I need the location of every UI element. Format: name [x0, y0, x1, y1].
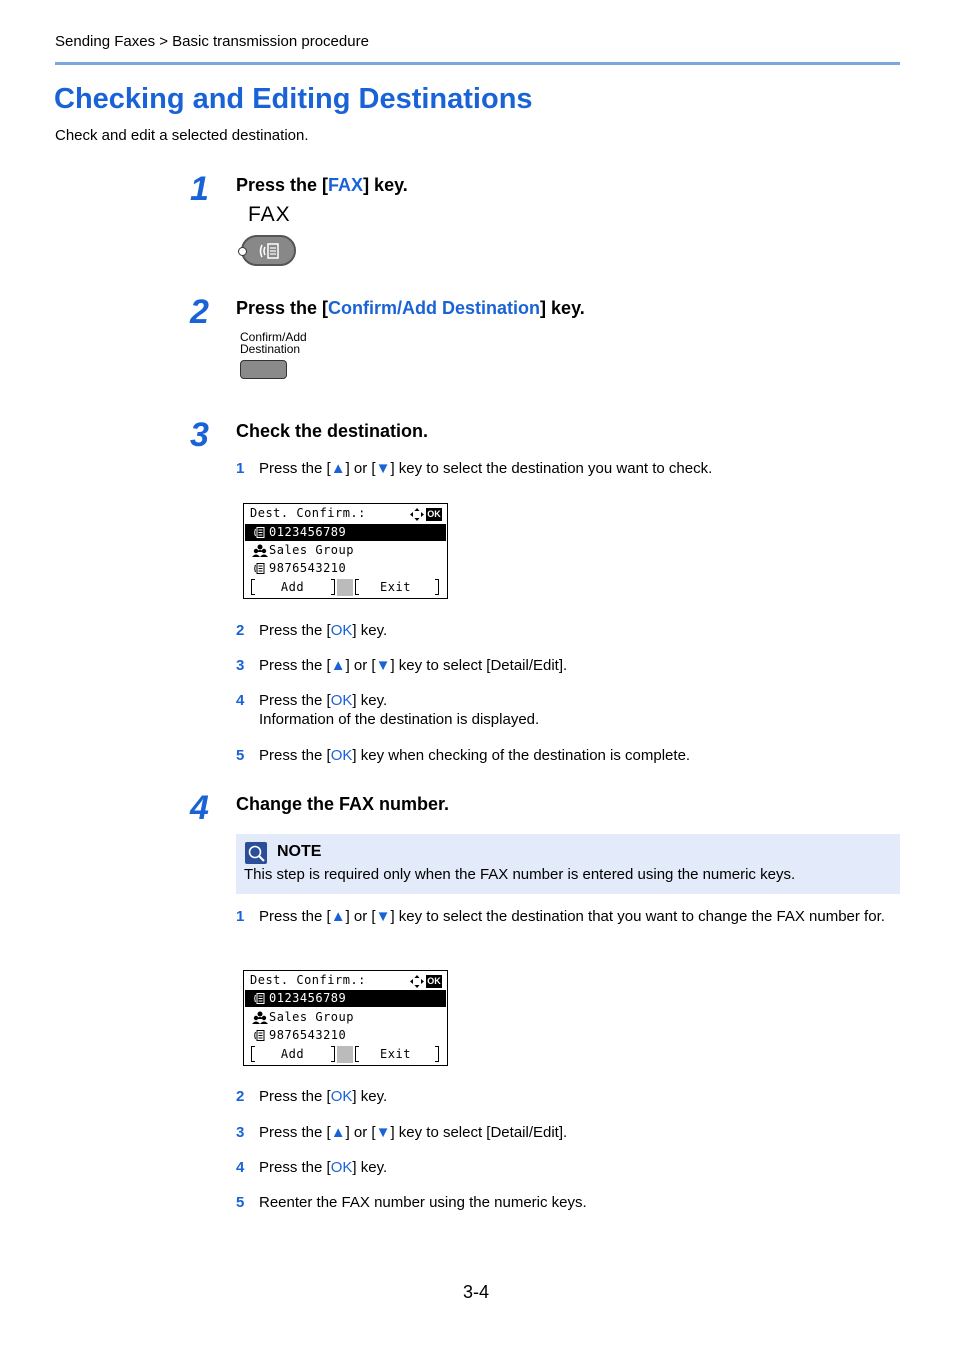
lcd-title-row: [245, 505, 446, 522]
confirm-add-key-label: [240, 331, 307, 355]
down-arrow-icon: ▼: [375, 460, 391, 477]
substep-number: 5: [236, 1194, 245, 1211]
down-arrow-icon: ▼: [375, 657, 391, 674]
lcd-row-text: Sales Group: [269, 543, 354, 557]
substep-number: 1: [236, 908, 245, 925]
key-name: Confirm/Add Destination: [328, 298, 541, 318]
lcd-row-text: Sales Group: [269, 1010, 354, 1024]
key-name: OK: [330, 1159, 353, 1176]
up-arrow-icon: ▲: [330, 1124, 346, 1141]
softkey-exit: Exit: [380, 1047, 411, 1061]
key-label-line: Confirm/Add: [240, 330, 307, 344]
lcd-row: [245, 1027, 446, 1044]
step-heading: Check the destination.: [236, 421, 429, 441]
magnifier-icon: [245, 842, 267, 864]
note-label: NOTE: [277, 843, 322, 860]
text: ] key when checking of the destination is complete.: [352, 747, 691, 764]
softkey-add: Add: [280, 1047, 305, 1061]
note-icon: [245, 842, 267, 864]
up-arrow-icon: ▲: [330, 460, 346, 477]
lcd-title: Dest. Confirm.:: [250, 973, 366, 987]
step-text: Press the [: [236, 175, 329, 195]
lcd-softkeys: [245, 578, 446, 597]
substep-text: [259, 746, 899, 765]
navigation-arrows-icon: [410, 975, 424, 988]
step-text: ] key.: [363, 175, 408, 195]
lcd-row-text: 0123456789: [269, 525, 347, 539]
ok-badge: OK: [427, 509, 441, 519]
step-number: 2: [190, 293, 209, 331]
text: Press the [: [259, 692, 331, 709]
substep-number: 2: [236, 1088, 245, 1105]
group-icon: [252, 544, 268, 557]
text: ] key to select [Detail/Edit].: [390, 657, 568, 674]
page-title: Checking and Editing Destinations: [54, 83, 533, 115]
lcd-row: [245, 1009, 446, 1026]
text: ] key.: [352, 1159, 388, 1176]
substep-text: [259, 656, 899, 675]
step-number: 1: [190, 170, 209, 208]
fax-key-label: FAX: [248, 203, 291, 226]
substep-text: [259, 459, 899, 478]
substep-text: [259, 1158, 899, 1177]
substep-number: 2: [236, 622, 245, 639]
down-arrow-icon: ▼: [375, 908, 391, 925]
lcd-title: Dest. Confirm.:: [250, 506, 366, 520]
text: ] or [: [345, 908, 376, 925]
page-intro: Check and edit a selected destination.: [55, 127, 309, 144]
fax-key-button: [241, 235, 296, 266]
text: Press the [: [259, 1088, 331, 1105]
fax-icon: [258, 241, 280, 261]
text: ] key to select the destination that you want to change the FAX number for.: [390, 908, 885, 925]
step-heading: [236, 175, 408, 196]
text: ] key.: [352, 1088, 388, 1105]
key-name: OK: [330, 1088, 353, 1105]
step-number: 3: [190, 416, 209, 454]
substep-number: 3: [236, 657, 245, 674]
lcd-row-selected: [245, 524, 446, 541]
bracket-icon: [331, 579, 335, 595]
text: ] or [: [345, 460, 376, 477]
substep-text: Reenter the FAX number using the numeric keys.: [259, 1194, 587, 1211]
up-arrow-icon: ▲: [330, 657, 346, 674]
key-name: OK: [330, 622, 353, 639]
lcd-row: [245, 542, 446, 559]
page-number: 3-4: [463, 1282, 490, 1302]
text: Information of the destination is displayed.: [259, 711, 540, 728]
substep-text: [259, 1123, 899, 1142]
up-arrow-icon: ▲: [330, 908, 346, 925]
lcd-row-selected: [245, 990, 446, 1007]
text: Press the [: [259, 1159, 331, 1176]
fax-icon: [254, 1030, 265, 1041]
text: Press the [: [259, 747, 331, 764]
bracket-icon: [331, 1046, 335, 1062]
text: ] key.: [352, 692, 388, 709]
text: ] key to select [Detail/Edit].: [390, 1124, 568, 1141]
softkey-divider: [337, 1046, 353, 1063]
text: Press the [: [259, 908, 331, 925]
step-number: 4: [190, 789, 209, 827]
lcd-screen: [243, 503, 448, 599]
confirm-add-key-button: [240, 360, 287, 379]
indicator-led-icon: [238, 247, 247, 256]
lcd-title-row: [245, 972, 446, 989]
text: Press the [: [259, 622, 331, 639]
ok-badge: OK: [427, 976, 441, 986]
note-text: This step is required only when the FAX number is entered using the numeric keys.: [244, 866, 796, 883]
text: ] key.: [352, 622, 388, 639]
substep-number: 5: [236, 747, 245, 764]
key-name: OK: [330, 747, 353, 764]
bracket-icon: [435, 1046, 439, 1062]
substep-number: 3: [236, 1124, 245, 1141]
substep-text: [259, 1087, 899, 1106]
down-arrow-icon: ▼: [375, 1124, 391, 1141]
text: ] key to select the destination you want to check.: [390, 460, 713, 477]
substep-text: [259, 907, 899, 926]
text: Press the [: [259, 460, 331, 477]
step-heading: [236, 298, 585, 319]
text: ] or [: [345, 657, 376, 674]
substep-number: 4: [236, 1159, 245, 1176]
group-icon: [252, 1011, 268, 1024]
softkey-divider: [337, 579, 353, 596]
substep-number: 4: [236, 692, 245, 709]
key-name: FAX: [328, 175, 364, 195]
breadcrumb: Sending Faxes > Basic transmission procedure: [55, 33, 369, 50]
text: Press the [: [259, 657, 331, 674]
text: ] or [: [345, 1124, 376, 1141]
step-text: ] key.: [540, 298, 585, 318]
key-name: OK: [330, 692, 353, 709]
step-heading: Change the FAX number.: [236, 794, 450, 814]
lcd-screen: [243, 970, 448, 1066]
lcd-row-text: 9876543210: [269, 1028, 347, 1042]
fax-icon: [254, 563, 265, 574]
note-box: [236, 834, 900, 894]
substep-text: [259, 691, 899, 729]
header-rule: [55, 62, 900, 65]
navigation-arrows-icon: [410, 508, 424, 521]
substep-text: [259, 621, 899, 640]
lcd-softkeys: [245, 1045, 446, 1064]
lcd-row-text: 9876543210: [269, 561, 347, 575]
lcd-row-text: 0123456789: [269, 991, 347, 1005]
softkey-exit: Exit: [380, 580, 411, 594]
substep-number: 1: [236, 460, 245, 477]
bracket-icon: [435, 579, 439, 595]
fax-icon: [254, 993, 265, 1004]
lcd-row: [245, 560, 446, 577]
softkey-add: Add: [280, 580, 305, 594]
fax-icon: [254, 527, 265, 538]
step-text: Press the [: [236, 298, 329, 318]
text: Press the [: [259, 1124, 331, 1141]
key-label-line: Destination: [240, 342, 301, 356]
